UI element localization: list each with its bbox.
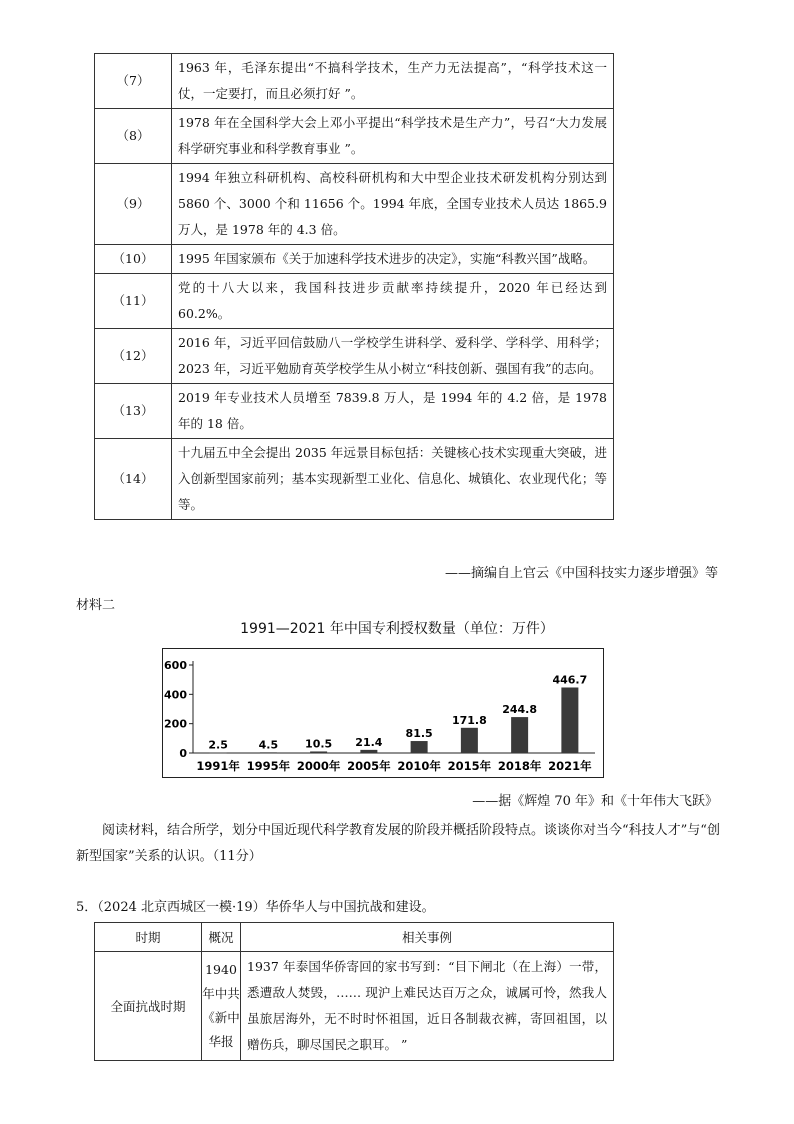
question-paragraph: 阅读材料，结合所学，划分中国近现代科学教育发展的阶段并概括阶段特点。谈谈你对当今“科技人才”与“创新型国家”关系的认识。（11分） xyxy=(76,823,720,864)
material-2-label: 材料二 xyxy=(76,598,116,613)
event-text: 1963 年，毛泽东提出“不搞科学技术，生产力无法提高”，“科学技术这一仗，一定要打，而且必须打好 ”。 xyxy=(172,54,614,109)
data-label: 21.4 xyxy=(355,735,383,749)
source-citation-2: ——据《辉煌 70 年》和《十年伟大飞跃》 xyxy=(472,794,718,809)
event-number: （12） xyxy=(95,329,172,384)
chart-svg xyxy=(163,649,603,777)
event-text: 十九届五中全会提出 2035 年远景目标包括：关键核心技术实现重大突破，进入创新型国家前列；基本实现新型工业化、信息化、城镇化、农业现代化；等等。 xyxy=(172,439,614,520)
x-tick-label: 2015年 xyxy=(447,759,492,773)
event-number: （11） xyxy=(95,274,172,329)
bar xyxy=(461,728,478,753)
event-number: （13） xyxy=(95,384,172,439)
data-label: 4.5 xyxy=(258,738,279,752)
event-number: （10） xyxy=(95,245,172,274)
data-label: 2.5 xyxy=(208,738,228,752)
data-label: 446.7 xyxy=(552,673,588,687)
x-tick-label: 1995年 xyxy=(246,759,291,773)
event-text: 1978 年在全国科学大会上邓小平提出“科学技术是生产力”，号召“大力发展科学研究事业和科学教育事业 ”。 xyxy=(172,109,614,164)
x-tick-label: 2018年 xyxy=(497,759,542,773)
y-tick-label: 400 xyxy=(164,688,187,702)
header-period: 时期 xyxy=(95,923,202,952)
event-row xyxy=(95,54,614,109)
overview-cell: 1940 年中共《新中华报 xyxy=(202,952,241,1061)
chart-title: 1991—2021 年中国专利授权数量（单位：万件） xyxy=(240,621,554,637)
event-text: 2016 年，习近平回信鼓励八一学校学生讲科学、爱科学、学科学、用科学；2023 年，习近平勉励育英学校学生从小树立“科技创新、强国有我”的志向。 xyxy=(172,329,614,384)
events-table xyxy=(94,53,614,520)
event-row xyxy=(95,164,614,245)
example-cell: 1937 年泰国华侨寄回的家书写到：“目下闸北（在上海）一带，悉遭敌人焚毁，…… 现沪上难民达百万之众，诚属可怜，然我人虽旅居海外，无不时时怀祖国，近日各制裁衣裤，寄回祖国，以赠伤兵，聊尽国民之职耳。 ” xyxy=(241,952,614,1061)
x-tick-label: 1991年 xyxy=(196,759,240,773)
event-text: 1994 年独立科研机构、高校科研机构和大中型企业技术研发机构分别达到 5860 个、3000 个和 11656 个。1994 年底，全国专业技术人员达 1865.9 万人，是 1978 年的 4.3 倍。 xyxy=(172,164,614,245)
header-overview: 概况 xyxy=(202,923,241,952)
bar xyxy=(210,753,227,754)
event-row xyxy=(95,329,614,384)
event-row xyxy=(95,245,614,274)
bar xyxy=(561,687,578,753)
question-5-heading: 5．（2024 北京西城区一模·19）华侨华人与中国抗战和建设。 xyxy=(76,900,435,915)
event-number: （9） xyxy=(95,164,172,245)
patent-chart xyxy=(162,648,604,778)
event-row xyxy=(95,384,614,439)
overseas-chinese-table xyxy=(94,922,614,1061)
x-tick-label: 2021年 xyxy=(548,759,592,773)
data-label: 171.8 xyxy=(451,713,487,727)
event-number: （14） xyxy=(95,439,172,520)
y-tick-label: 600 xyxy=(164,659,187,672)
bar xyxy=(310,751,327,753)
event-number: （7） xyxy=(95,54,172,109)
event-text: 党的十八大以来，我国科技进步贡献率持续提升，2020 年已经达到 60.2%。 xyxy=(172,274,614,329)
x-tick-label: 2010年 xyxy=(397,759,441,773)
bar xyxy=(411,741,428,753)
y-tick-label: 200 xyxy=(164,717,187,731)
bar xyxy=(360,750,377,753)
bar xyxy=(260,752,277,753)
event-row xyxy=(95,109,614,164)
source-citation-1: ——摘编自上官云《中国科技实力逐步增强》等 xyxy=(444,566,718,581)
header-examples: 相关事例 xyxy=(241,923,614,952)
bar xyxy=(511,717,528,753)
event-text: 1995 年国家颁布《关于加速科学技术进步的决定》，实施“科教兴国”战略。 xyxy=(172,245,614,274)
x-tick-label: 2000年 xyxy=(296,759,341,773)
data-label: 81.5 xyxy=(405,727,433,741)
event-row xyxy=(95,439,614,520)
x-tick-label: 2005年 xyxy=(347,759,391,773)
event-text: 2019 年专业技术人员增至 7839.8 万人，是 1994 年的 4.2 倍，是 1978 年的 18 倍。 xyxy=(172,384,614,439)
period-cell: 全面抗战时期 xyxy=(95,952,202,1061)
y-tick-label: 0 xyxy=(179,747,187,760)
data-label: 10.5 xyxy=(305,737,333,751)
event-number: （8） xyxy=(95,109,172,164)
data-label: 244.8 xyxy=(502,703,538,717)
event-row xyxy=(95,274,614,329)
